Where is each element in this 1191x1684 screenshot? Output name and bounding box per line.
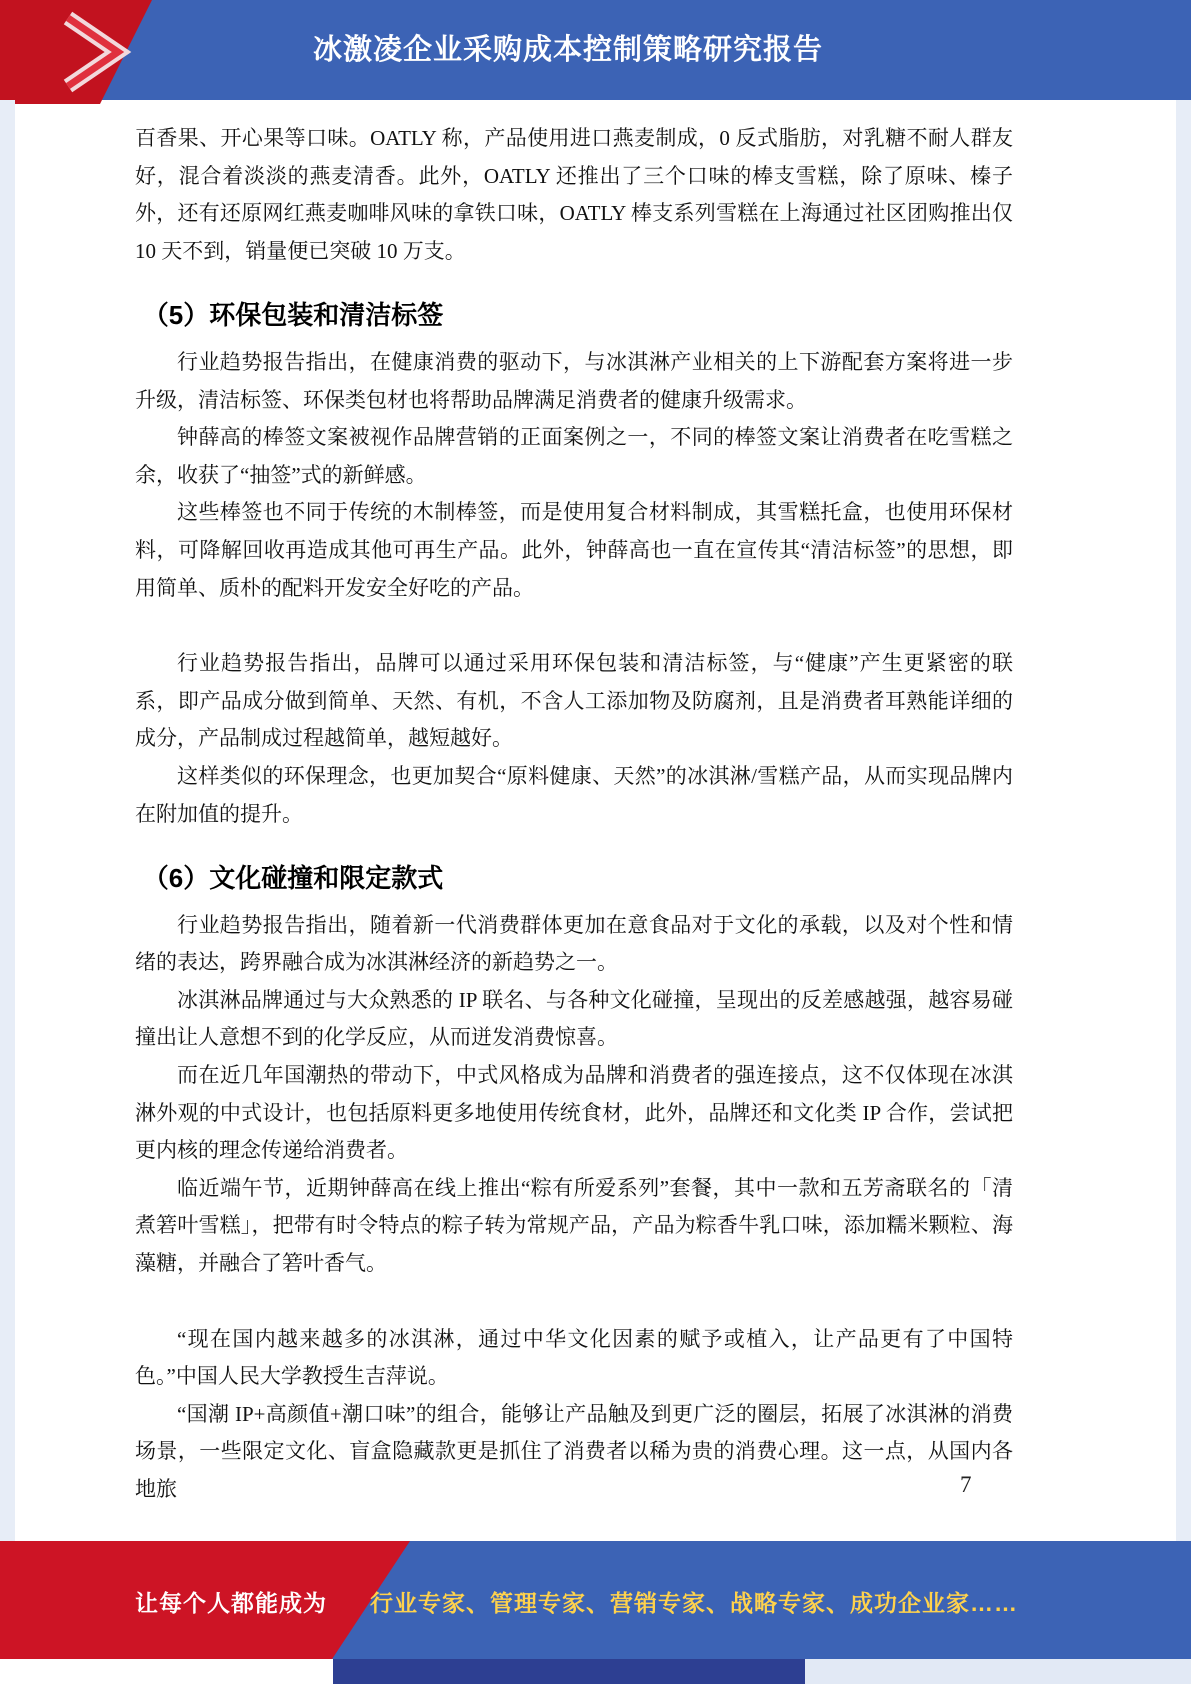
section-heading-5: （5）环保包装和清洁标签 bbox=[142, 300, 444, 331]
paragraph: 这样类似的环保理念，也更加契合“原料健康、天然”的冰淇淋/雪糕产品，从而实现品牌内在附加值的提升。 bbox=[135, 763, 1013, 826]
footer-slogan-left: 让每个人都能成为 bbox=[135, 1590, 327, 1616]
section-heading-6: （6）文化碰撞和限定款式 bbox=[142, 863, 444, 894]
footer-navy-strip bbox=[333, 1659, 805, 1684]
paragraph: 行业趋势报告指出，在健康消费的驱动下，与冰淇淋产业相关的上下游配套方案将进一步升级，清洁标签、环保类包材也将帮助品牌满足消费者的健康升级需求。 bbox=[135, 349, 1013, 412]
page-edge-right bbox=[1176, 100, 1191, 1541]
paragraph: 而在近几年国潮热的带动下，中式风格成为品牌和消费者的强连接点，这不仅体现在冰淇淋外观的中式设计，也包括原料更多地使用传统食材，此外，品牌还和文化类 IP 合作，尝试把更内核的理念传递给消费者。 bbox=[135, 1063, 1013, 1163]
document-body bbox=[135, 120, 1013, 1509]
page-number: 7 bbox=[960, 1472, 972, 1497]
paragraph: 冰淇淋品牌通过与大众熟悉的 IP 联名、与各种文化碰撞，呈现出的反差感越强，越容易碰撞出让人意想不到的化学反应，从而迸发消费惊喜。 bbox=[135, 987, 1013, 1050]
page-footer bbox=[0, 1541, 1191, 1684]
page-edge-left bbox=[0, 100, 15, 1541]
paragraph: 行业趋势报告指出，品牌可以通过采用环保包装和清洁标签，与“健康”产生更紧密的联系，即产品成分做到简单、天然、有机，不含人工添加物及防腐剂，且是消费者耳熟能详细的成分，产品制成过程越简单，越短越好。 bbox=[135, 651, 1013, 751]
paragraph: 这些棒签也不同于传统的木制棒签，而是使用复合材料制成，其雪糕托盒，也使用环保材料，可降解回收再造成其他可再生产品。此外，钟薛高也一直在宣传其“清洁标签”的思想，即用简单、质朴的配料开发安全好吃的产品。 bbox=[135, 500, 1013, 600]
footer-lightblue-strip bbox=[805, 1659, 1191, 1684]
paragraph: 临近端午节，近期钟薛高在线上推出“粽有所爱系列”套餐，其中一款和五芳斋联名的「清煮箬叶雪糕」，把带有时令特点的粽子转为常规产品，产品为粽香牛乳口味，添加糯米颗粒、海藻糖，并融合了箬叶香气。 bbox=[135, 1175, 1013, 1276]
report-title: 冰激凌企业采购成本控制策略研究报告 bbox=[312, 34, 823, 66]
paragraph: “国潮 IP+高颜值+潮口味”的组合，能够让产品触及到更广泛的圈层，拓展了冰淇淋的消费场景，一些限定文化、盲盒隐藏款更是抓住了消费者以稀为贵的消费心理。这一点，从国内各地旅 bbox=[135, 1401, 1013, 1501]
paragraph: 钟薛高的棒签文案被视作品牌营销的正面案例之一，不同的棒签文案让消费者在吃雪糕之余，收获了“抽签”式的新鲜感。 bbox=[135, 425, 1013, 487]
paragraph: 百香果、开心果等口味。OATLY 称，产品使用进口燕麦制成，0 反式脂肪，对乳糖不耐人群友好，混合着淡淡的燕麦清香。此外，OATLY 还推出了三个口味的棒支雪糕，除了原味、榛子外，还有还原网红燕麦咖啡风味的拿铁口味，OATLY 棒支系列雪糕在上海通过社区团购推出仅 10 天不到，销量便已突破 10 万支。 bbox=[135, 126, 1013, 263]
footer-slogan-right: 行业专家、管理专家、营销专家、战略专家、成功企业家…… bbox=[370, 1590, 1018, 1616]
page-header bbox=[0, 0, 1191, 100]
paragraph: 行业趋势报告指出，随着新一代消费群体更加在意食品对于文化的承载，以及对个性和情绪的表达，跨界融合成为冰淇淋经济的新趋势之一。 bbox=[135, 912, 1013, 975]
paragraph: “现在国内越来越多的冰淇淋，通过中华文化因素的赋予或植入，让产品更有了中国特色。”中国人民大学教授生吉萍说。 bbox=[135, 1326, 1013, 1389]
